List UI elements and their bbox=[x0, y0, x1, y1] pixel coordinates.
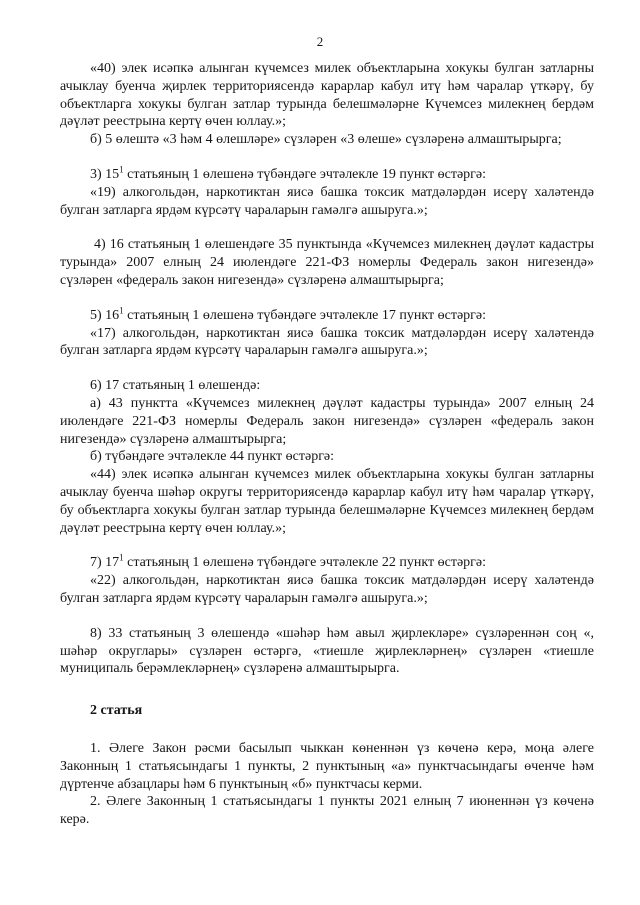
item-7-text: статьяның 1 өлешенә түбәндәге эчтәлекле 22 пункт өстәргә: bbox=[123, 555, 487, 571]
item-3-text: статьяның 1 өлешенә түбәндәге эчтәлекле 19 пункт өстәргә: bbox=[123, 166, 487, 182]
page-number: 2 bbox=[316, 34, 324, 49]
paragraph-item-7 bbox=[60, 554, 594, 572]
paragraph-sub-b: б) 5 өлештә «3 һәм 4 өлешләре» сүзләрен «3 өлеше» сүзләренә алмаштырырга; bbox=[90, 132, 562, 148]
paragraph-item-3 bbox=[60, 166, 594, 184]
item-3-prefix: 3) 15 bbox=[90, 166, 120, 182]
item-3-superscript: 1 bbox=[119, 164, 124, 175]
paragraph-item-44-quote: «44) элек исәпкә алынган күчемсез милек объектларына хокукы булган затларны ачыклау буенча шәһәр округы территориясендә карарлар кабул итү һәм чаралар үткәрү, бу объектларга хокукы булган затлар турында белешмәләрне Күчемсез милекнең бердәм дәүләт реестрына кертү өчен юллау.»; bbox=[60, 467, 594, 536]
paragraph-item-17-quote: «17) алкогольдән, наркотиктан яисә башка токсик матдәләрдән исерү халәтендә булган затларга ярдәм күрсәтү чараларын гамәлгә ашыруга.»; bbox=[60, 325, 594, 359]
item-7-superscript: 1 bbox=[119, 552, 124, 563]
paragraph-item-4: 4) 16 статьяның 1 өлешендәге 35 пунктында «Күчемсез милекнең дәүләт кадастры турында» 2007 елның 24 июлендәге 221-ФЗ номерлы Федераль закон нигезендә» сүзләрен «федераль закон нигезендә» сүзләренә алмаштырырга; bbox=[60, 237, 594, 288]
article-heading: 2 статья bbox=[90, 703, 143, 719]
paragraph-item-22-quote: «22) алкогольдән, наркотиктан яисә башка токсик матдәләрдән исерү халәтендә булган затларга ярдәм күрсәтү чараларын гамәлгә ашыруга.»; bbox=[60, 573, 594, 606]
paragraph-item-5 bbox=[60, 307, 594, 325]
paragraph-article2-1: 1. Әлеге Закон рәсми басылып чыккан көненнән үз көченә керә, моңа әлеге Законның 1 статьясындагы 1 пункты, 2 пунктының «а» пунктчасындагы өченче һәм дүртенче абзацлары һәм 6 пунктының «б» пунктчасы керми. bbox=[60, 740, 594, 792]
item-5-superscript: 1 bbox=[119, 305, 124, 316]
paragraph-item-19-quote: «19) алкогольдән, наркотиктан яисә башка токсик матдәләрдән исерү халәтендә булган затларга ярдәм күрсәтү чараларын гамәлгә ашыруга.»; bbox=[60, 184, 594, 218]
paragraph-sub-b-2: б) түбәндәге эчтәлекле 44 пункт өстәргә: bbox=[90, 449, 335, 465]
item-5-prefix: 5) 16 bbox=[90, 307, 120, 323]
paragraph-item-8: 8) 33 статьяның 3 өлешендә «шәһәр һәм авыл җирлекләре» сүзләреннән соң «, шәһәр округлары» сүзләрен өстәргә, «тиешле җирлекләрнең» сүзләрен «тиешле муниципаль берәмлекләрнең» сүзләренә алмаштырырга. bbox=[60, 625, 594, 677]
paragraph-article2-2: 2. Әлеге Законның 1 статьясындагы 1 пункты 2021 елның 7 июненнән үз көченә керә. bbox=[60, 794, 594, 828]
document-body bbox=[60, 60, 594, 829]
paragraph-item-6: 6) 17 статьяның 1 өлешендә: bbox=[90, 378, 261, 394]
paragraph-item-40-quote: «40) элек исәпкә алынган күчемсез милек объектларына хокукы булган затларны ачыклау буенча җирлек территориясендә карарлар кабул итү һәм чаралар үткәрү, бу объектларга хокукы булган затлар турында белешмәләрне Күчемсез милекнең бердәм дәүләт реестрына кертү өчен юллау.»; bbox=[60, 61, 594, 130]
item-7-prefix: 7) 17 bbox=[90, 555, 120, 571]
item-5-text: статьяның 1 өлешенә түбәндәге эчтәлекле 17 пункт өстәргә: bbox=[123, 307, 487, 323]
paragraph-sub-a: а) 43 пунктта «Күчемсез милекнең дәүләт кадастры турында» 2007 елның 24 июлендәге 221-ФЗ номерлы Федераль закон нигезендә» сүзләрен «федераль закон нигезендә» сүзләренә алмаштырырга; bbox=[60, 395, 594, 447]
